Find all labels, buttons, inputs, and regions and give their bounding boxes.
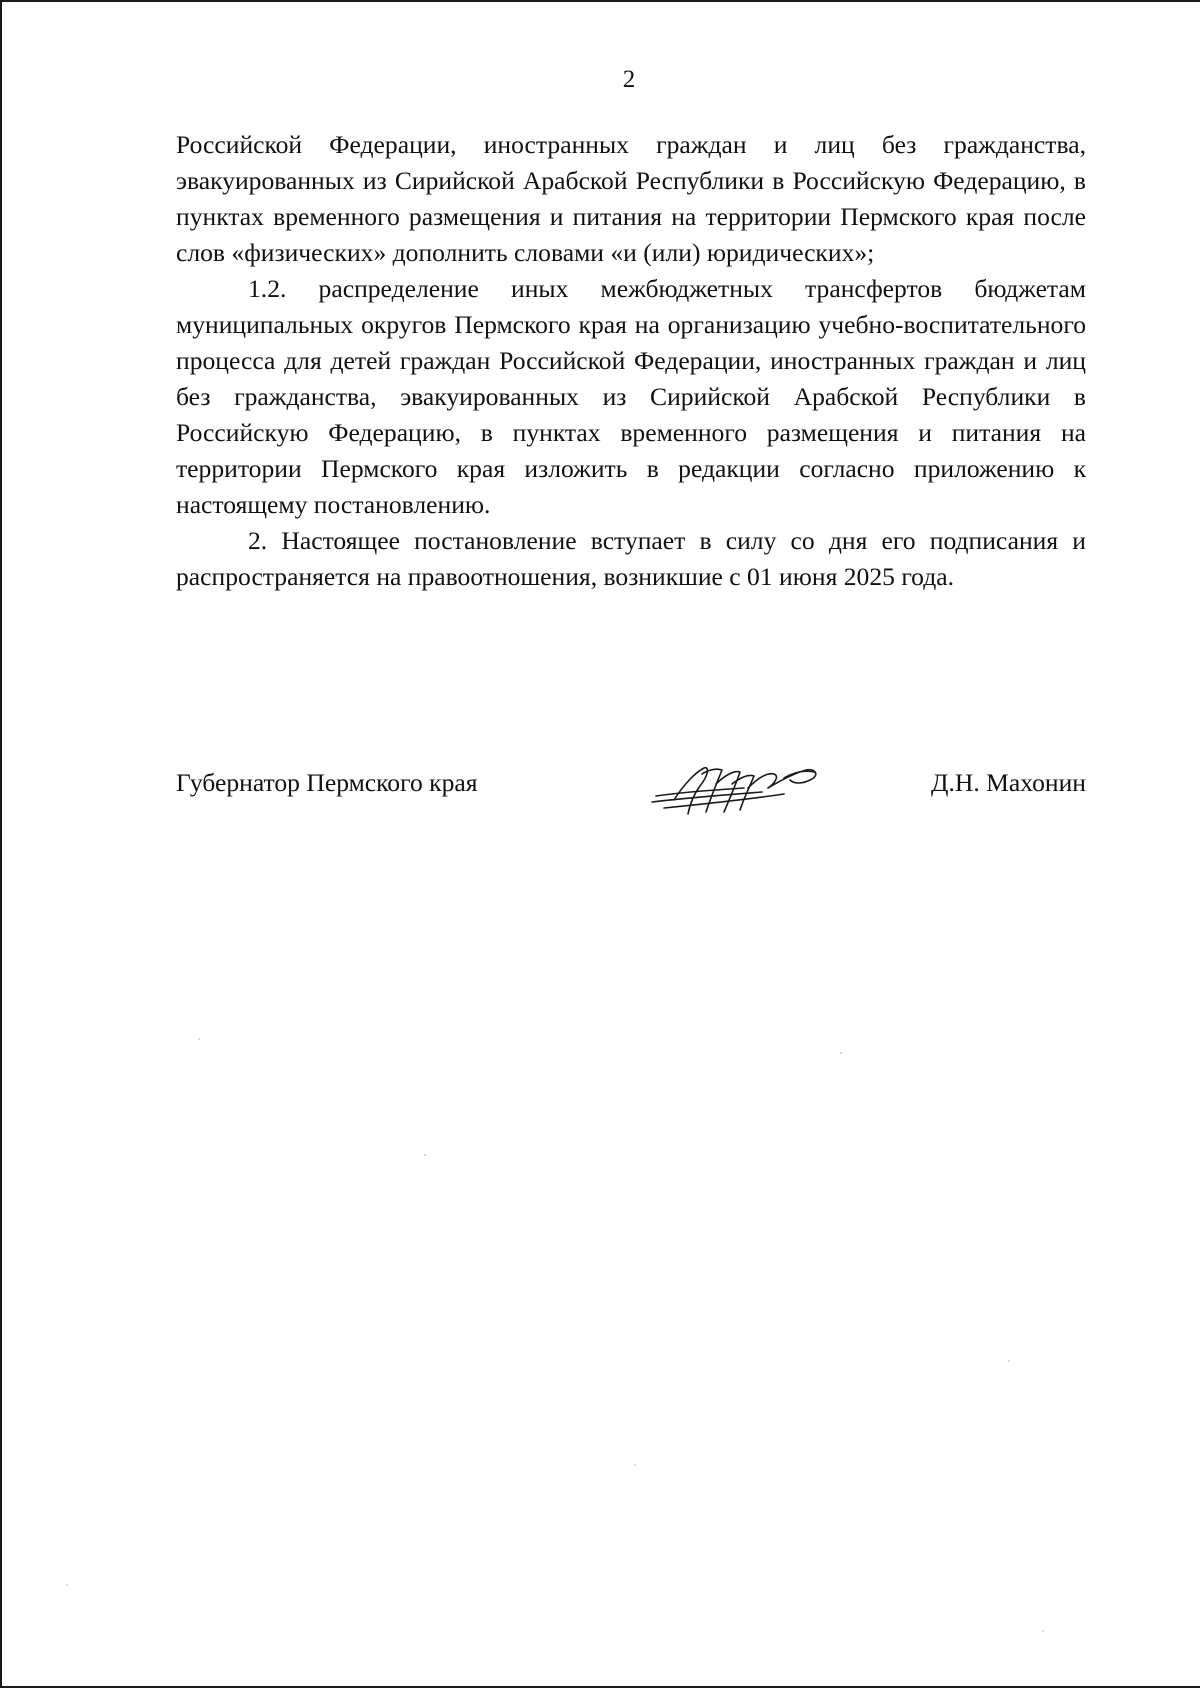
- scan-speck: [634, 1464, 636, 1466]
- paragraph-continuation: Российской Федерации, иностранных граждан и лиц без гражданства, эвакуированных из Сирийской Арабской Республики в Российскую Федерацию, в пунктах временного размещения и питания на территории Пермского края после слов «физических» дополнить словами «и (или) юридических»;: [176, 130, 1086, 267]
- document-body: [176, 127, 1086, 595]
- scan-speck: [1042, 1630, 1044, 1632]
- page-number: 2: [622, 66, 636, 93]
- signatory-name: Д.Н. Махонин: [931, 768, 1086, 797]
- paragraph-item-1-2: 1.2. распределение иных межбюджетных трансфертов бюджетам муниципальных округов Пермского края на организацию учебно-воспитательного процесса для детей граждан Российской Федерации, иностранных граждан и лиц без гражданства, эвакуированных из Сирийской Арабской Республики в Российскую Федерацию, в пунктах временного размещения и питания на территории Пермского края изложить в редакции согласно приложению к настоящему постановлению.: [176, 274, 1086, 519]
- scan-speck: [840, 1052, 842, 1054]
- handwritten-signature: [644, 754, 844, 824]
- scan-speck: [1008, 1360, 1010, 1362]
- signatory-position: Губернатор Пермского края: [176, 768, 478, 797]
- scan-speck: [424, 1154, 426, 1156]
- scan-speck: [66, 1584, 68, 1586]
- paragraph-item-2: 2. Настоящее постановление вступает в силу со дня его подписания и распространяется на правоотношения, возникшие с 01 июня 2025 года.: [176, 526, 1086, 591]
- scan-speck: [198, 1038, 200, 1040]
- signature-block: [176, 762, 1086, 822]
